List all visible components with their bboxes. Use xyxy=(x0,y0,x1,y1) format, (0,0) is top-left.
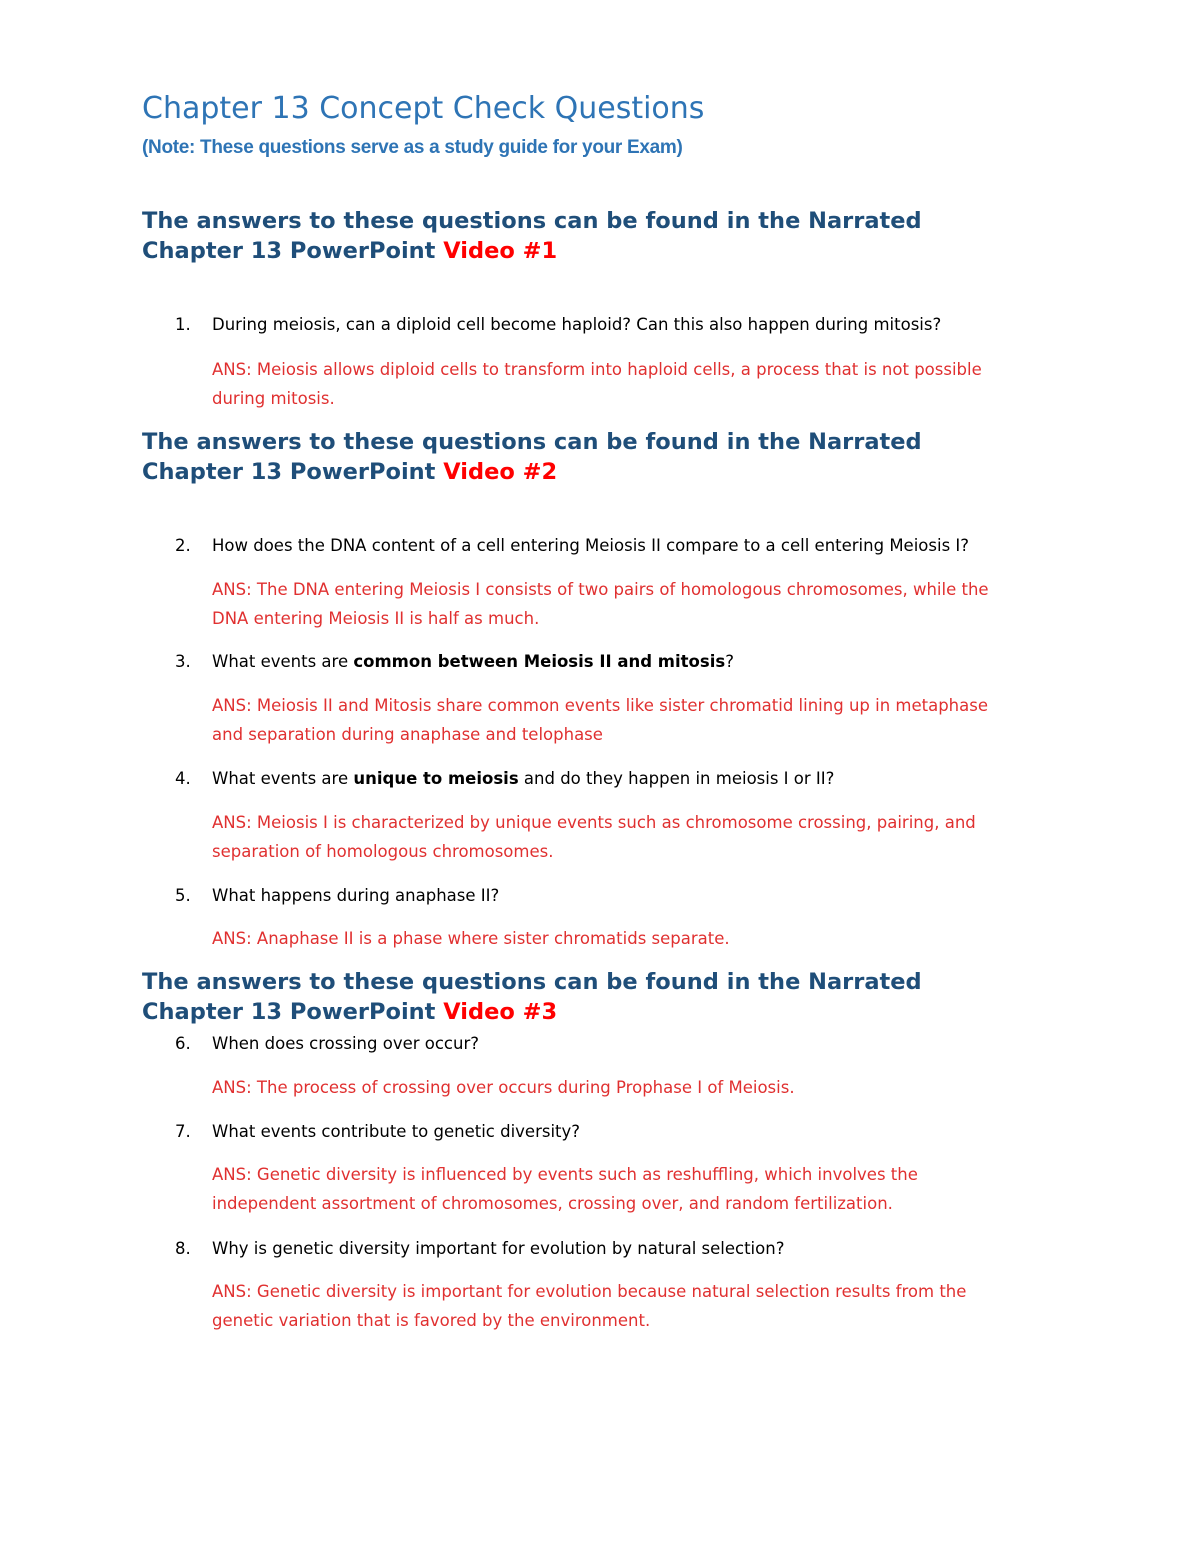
answer-line: DNA entering Meiosis II is half as much. xyxy=(212,608,540,628)
question-text: What happens during anaphase II? xyxy=(212,886,500,905)
question-4 xyxy=(175,768,834,790)
answer-line: and separation during anaphase and telophase xyxy=(212,724,603,744)
answer-line: during mitosis. xyxy=(212,388,335,408)
question-3 xyxy=(175,651,734,673)
answer-8 xyxy=(212,1278,966,1335)
answer-line: separation of homologous chromosomes. xyxy=(212,841,554,861)
answer-2 xyxy=(212,576,989,633)
answer-line: ANS: Meiosis I is characterized by unique events such as chromosome crossing, pairing, and xyxy=(212,813,976,832)
question-number: 6. xyxy=(175,1034,191,1053)
question-7 xyxy=(175,1121,580,1143)
video-label: Video #2 xyxy=(443,459,558,485)
question-text: How does the DNA content of a cell entering Meiosis II compare to a cell entering Meiosis I? xyxy=(212,536,970,555)
answer-line: ANS: The DNA entering Meiosis I consists of two pairs of homologous chromosomes, while the xyxy=(212,580,989,599)
answer-4 xyxy=(212,809,976,866)
question-number: 3. xyxy=(175,652,191,671)
question-emphasis: common between Meiosis II and mitosis xyxy=(353,652,726,671)
question-text: When does crossing over occur? xyxy=(212,1034,480,1053)
section-heading-line: The answers to these questions can be found in the Narrated xyxy=(142,429,922,455)
question-number: 8. xyxy=(175,1239,191,1258)
question-emphasis: unique to meiosis xyxy=(353,769,519,788)
question-text: During meiosis, can a diploid cell become haploid? Can this also happen during mitosis? xyxy=(212,315,942,334)
section-heading-line: The answers to these questions can be found in the Narrated xyxy=(142,969,922,995)
section-heading-line: Chapter 13 PowerPoint xyxy=(142,238,444,264)
section-heading-3 xyxy=(142,967,922,1027)
section-heading-1 xyxy=(142,206,922,266)
video-label: Video #1 xyxy=(443,238,558,264)
section-heading-line: Chapter 13 PowerPoint xyxy=(142,459,444,485)
answer-line: genetic variation that is favored by the environment. xyxy=(212,1310,651,1330)
answer-line: ANS: Meiosis II and Mitosis share common events like sister chromatid lining up in metaphase xyxy=(212,696,988,715)
question-1 xyxy=(175,314,941,336)
question-text: Why is genetic diversity important for evolution by natural selection? xyxy=(212,1239,785,1258)
answer-6 xyxy=(212,1074,795,1103)
question-text: ? xyxy=(725,652,734,671)
page-title: Chapter 13 Concept Check Questions xyxy=(142,91,705,126)
answer-line: ANS: The process of crossing over occurs during Prophase I of Meiosis. xyxy=(212,1078,795,1097)
question-text: What events are xyxy=(212,652,354,671)
question-6 xyxy=(175,1033,479,1055)
answer-7 xyxy=(212,1161,918,1218)
video-label: Video #3 xyxy=(443,999,558,1025)
question-text: What events are xyxy=(212,769,354,788)
question-number: 7. xyxy=(175,1122,191,1141)
answer-line: ANS: Genetic diversity is important for evolution because natural selection results from the xyxy=(212,1282,967,1301)
answer-1 xyxy=(212,356,982,413)
section-heading-line: Chapter 13 PowerPoint xyxy=(142,999,444,1025)
answer-line: ANS: Anaphase II is a phase where sister chromatids separate. xyxy=(212,929,730,948)
answer-5 xyxy=(212,925,730,954)
question-number: 4. xyxy=(175,769,191,788)
answer-line: independent assortment of chromosomes, crossing over, and random fertilization. xyxy=(212,1193,893,1213)
question-text: What events contribute to genetic diversity? xyxy=(212,1122,581,1141)
section-heading-2 xyxy=(142,427,922,487)
question-number: 2. xyxy=(175,536,191,555)
page-subtitle: (Note: These questions serve as a study guide for your Exam) xyxy=(142,137,683,158)
question-number: 5. xyxy=(175,886,191,905)
answer-line: ANS: Meiosis allows diploid cells to transform into haploid cells, a process that is not possible xyxy=(212,360,982,379)
question-2 xyxy=(175,535,969,557)
answer-line: ANS: Genetic diversity is influenced by events such as reshuffling, which involves the xyxy=(212,1165,918,1184)
question-8 xyxy=(175,1238,784,1260)
question-text: and do they happen in meiosis I or II? xyxy=(518,769,835,788)
question-number: 1. xyxy=(175,315,191,334)
section-heading-line: The answers to these questions can be found in the Narrated xyxy=(142,208,922,234)
question-5 xyxy=(175,885,499,907)
answer-3 xyxy=(212,692,988,749)
